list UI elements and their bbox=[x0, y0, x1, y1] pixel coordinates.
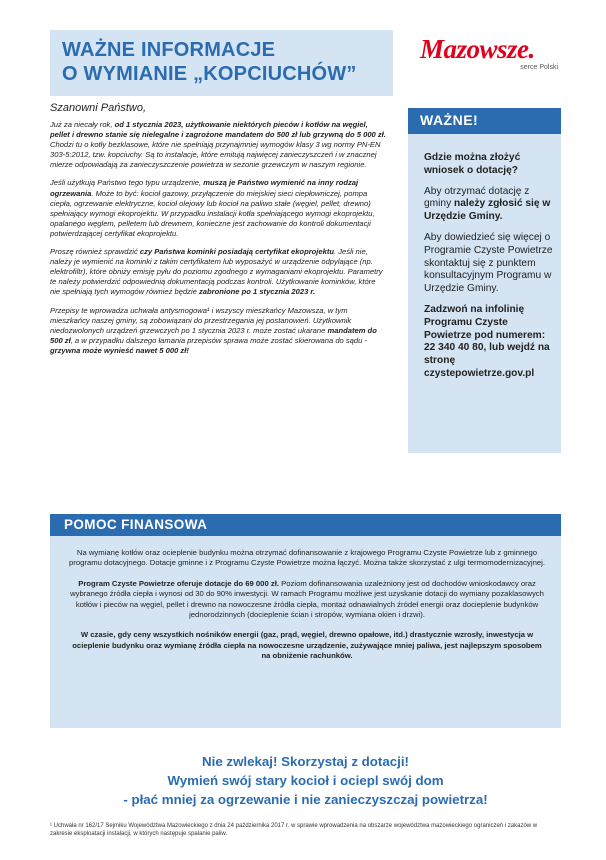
footnote: ¹ Uchwała nr 162/17 Sejmiku Województwa Mazowieckiego z dnia 24 października 2017 r. w sprawie wprowadzenia na obszarze województwa mazowieckiego ograniczeń i zakazów w zakresie eksploatacji instalacji, w których następuje spalanie paliw. bbox=[50, 823, 538, 838]
cta-line-2: Wymień swój stary kocioł i ociepl swój dom bbox=[167, 773, 444, 788]
sidebar-paragraph-3: Aby dowiedzieć się więcej o Programie Czyste Powietrze skontaktuj się z punktem konsultacyjnym Programu w Urzędzie Gminy. bbox=[424, 231, 553, 295]
financial-text bbox=[68, 548, 546, 672]
cta-line-1: Nie zwlekaj! Skorzystaj z dotacji! bbox=[202, 754, 409, 769]
sidebar-paragraph-1: Gdzie można złożyć wniosek o dotację? bbox=[424, 152, 521, 176]
sidebar-paragraph-4: Zadzwoń na infolinię Programu Czyste Powietrze pod numerem: 22 340 40 80, lub wejdź na stronę czystepowietrze.gov.pl bbox=[424, 303, 550, 379]
financial-paragraph-3: W czasie, gdy ceny wszystkich nośników energii (gaz, prąd, węgiel, drewno opałowe, itd.) drastycznie wzrosły, inwestycja w ocieplenie budynku oraz wymianę źródła ciepła na nowoczesne urządzenie, zużywające mniej paliwa, jest najlepszym sposobem na obniżenie rachunków. bbox=[72, 630, 542, 661]
financial-paragraph-2: Program Czyste Powietrze oferuje dotacje do 69 000 zł. Poziom dofinansowania uzależniony jest od dochodów wnioskodawcy oraz wybranego źródła ciepła i wynosi od 30 do 90% inwestycji. W ramach Programu możliwe jest uzyskanie dotacji do wymiany pozaklasowych kotłów i pieców na węgiel, pellet i drewno na nowoczesne źródła ciepła, montaż odnawialnych źródeł energii oraz docieplenie budynków jednorodzinnych (docieplenie ścian i stropów, wymiana okien i drzwi). bbox=[70, 578, 544, 620]
title-box bbox=[50, 30, 393, 96]
cta-line-3: - płać mniej za ogrzewanie i nie zanieczyszczaj powietrza! bbox=[123, 792, 488, 807]
sidebar-heading: WAŻNE! bbox=[420, 112, 479, 128]
logo-wordmark: Mazowsze. bbox=[420, 34, 535, 64]
page-title-line-1: WAŻNE INFORMACJE bbox=[62, 39, 276, 61]
main-paragraph-1: Już za niecały rok, od 1 stycznia 2023, użytkowanie niektórych pieców i kotłów na węgiel, pellet i drewno stanie się nielegalne i zagrożone mandatem do 500 zł lub grzywną do 5 000 zł. Chodzi tu o kotły bezklasowe, które nie spełniają przynajmniej wymogów klasy 3 wg normy PN-EN 303-5:2012, tzw. kopciuchy. Są to instalacje, które emitują najwięcej zanieczyszczeń i w znacznej mierze odpowiadają za zanieczyszczenie powietrza w sezonie grzewczym w naszym regionie. bbox=[50, 120, 386, 170]
financial-header bbox=[50, 514, 561, 536]
greeting: Szanowni Państwo, bbox=[50, 102, 146, 114]
financial-heading: POMOC FINANSOWA bbox=[64, 517, 208, 532]
important-sidebar bbox=[408, 108, 561, 453]
sidebar-paragraph-2: Aby otrzymać dotację z gminy należy zgłosić się w Urzędzie Gminy. bbox=[424, 185, 551, 223]
logo-tagline: serce Polski bbox=[520, 64, 558, 71]
sidebar-header bbox=[408, 108, 561, 134]
main-column bbox=[50, 120, 386, 364]
mazowsze-logo bbox=[420, 34, 570, 84]
call-to-action bbox=[50, 752, 561, 809]
financial-paragraph-1: Na wymianę kotłów oraz ocieplenie budynku można otrzymać dofinansowanie z krajowego Programu Czyste Powietrze lub z gminnego programu dotacyjnego. Dotacje gminne i z Programu Czyste Powietrze można łączyć. Można także skorzystać z ulgi termomodernizacyjnej. bbox=[69, 548, 545, 568]
page-title-line-2: O WYMIANIE „KOPCIUCHÓW” bbox=[62, 63, 357, 85]
main-paragraph-2: Jeśli użytkują Państwo tego typu urządzenie, muszą je Państwo wymienić na inny rodzaj ogrzewania. Może to być: kocioł gazowy, przyłączenie do miejskiej sieci ciepłowniczej, pompa ciepła, ogrzewanie elektryczne, kocioł olejowy lub kocioł na paliwo stałe (węgiel, pellet, drewno) spełniający wymogi ekoprojektu. W przypadku instalacji kotła spełniającego wymogi ekoprojektu, opalanego węglem, pelletem lub drewnem, konieczne jest zachowanie do kontroli dokumentacji potwierdzającej certyfikat ekoprojektu. bbox=[50, 178, 375, 238]
main-paragraph-3: Proszę również sprawdzić czy Państwa kominki posiadają certyfikat ekoprojektu. Jeśli nie, należy je wymienić na kominki z takim certyfikatem lub wyposażyć w urządzenie odpylające (np. elektrofiltr), które obniży emisję pyłu do poziomu zgodnego z wymaganiami ekoprojektu. Parametry te należy potwierdzić odpowiednią dokumentacją podczas kontroli. Użytkowanie kominków, które nie spełniają tych wymogów również będzie zabronione po 1 stycznia 2023 r. bbox=[50, 247, 383, 297]
sidebar-body bbox=[424, 152, 554, 389]
financial-panel bbox=[50, 536, 561, 728]
main-paragraph-4: Przepisy te wprowadza uchwała antysmogowa¹ i wszyscy mieszkańcy Mazowsza, w tym mieszkańcy naszej gminy, są zobowiązani do przestrzegania jej postanowień. Użytkownik niedozwolonych urządzeń grzewczych po 1 stycznia 2023 r. może zostać ukarane mandatem do 500 zł, a w przypadku dalszego łamania przepisów sprawa może zostać skierowana do sądu - grzywna może wynieść nawet 5 000 zł! bbox=[50, 305, 377, 355]
